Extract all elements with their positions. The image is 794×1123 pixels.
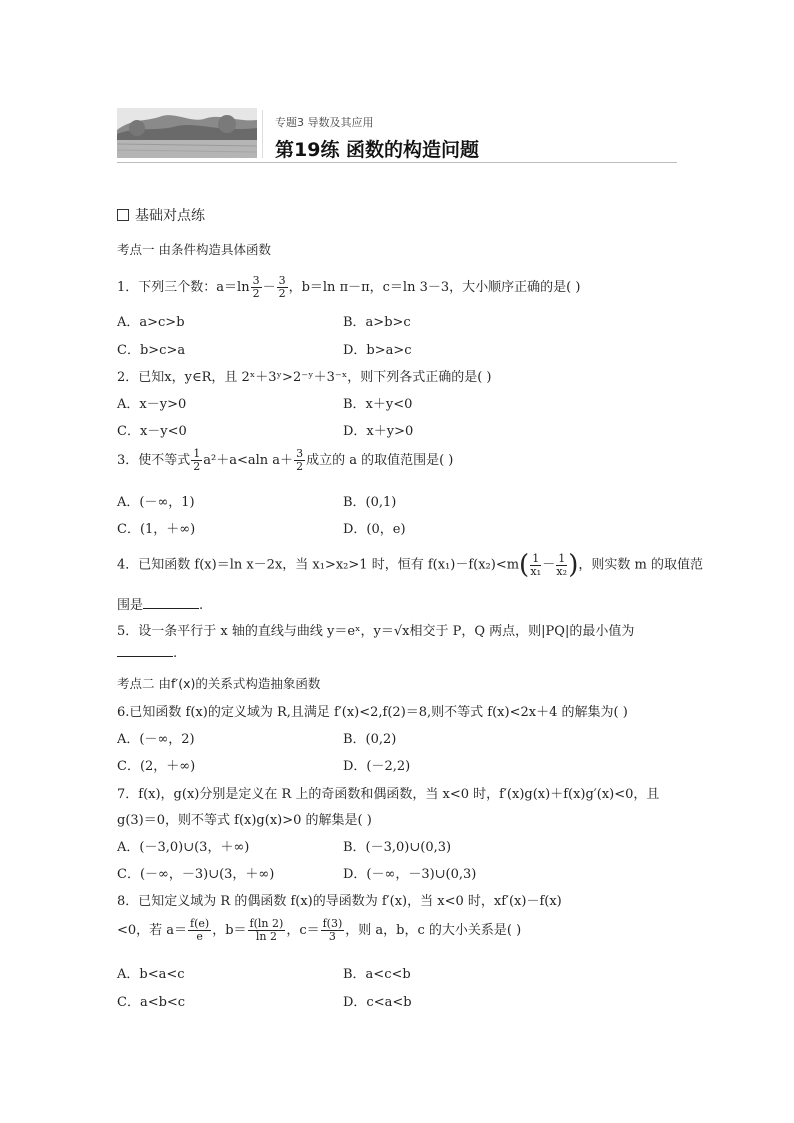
question-1: 1．下列三个数：a＝ln $\frac{3}{2}$ － $\frac{3}{2}$ ，b＝ln π－π，c＝ln 3－3，大小顺序正确的是( ): [117, 274, 581, 300]
q8-option-c: C．a<b<c: [117, 995, 186, 1010]
page-title: 第19练 函数的构造问题: [275, 139, 480, 161]
q1-option-c: C．b>c>a: [117, 343, 186, 358]
q8-option-a: A．b<a<c: [117, 967, 185, 982]
q2-option-d: D．x＋y>0: [343, 424, 414, 439]
question-5-blank: .: [117, 646, 177, 661]
q3-option-d: D．(0，e): [343, 522, 406, 537]
kaodian-2-heading: 考点二 由f′(x)的关系式构造抽象函数: [117, 676, 321, 691]
header-divider: [117, 162, 677, 163]
question-6: 6.已知函数 f(x)的定义域为 R,且满足 f′(x)<2,f(2)＝8,则不等式 f(x)<2x＋4 的解集为( ): [117, 705, 628, 720]
q8-option-b: B．a<c<b: [343, 967, 411, 982]
question-4-line-2: 围是 .: [117, 598, 204, 613]
question-8-line-2: <0，若 a＝ $\frac{f(e)}{e}$ ，b＝ $\frac{f(\ln 2)}{\ln 2}$ ，c＝ $\frac{f(3)}{3}$ ，则 a，b，c 的大小关系是( ): [117, 917, 522, 943]
question-5: 5．设一条平行于 x 轴的直线与曲线 y＝eˣ，y＝√x相交于 P，Q 两点，则|PQ|的最小值为: [117, 624, 635, 639]
q2-option-a: A．x－y>0: [117, 397, 187, 412]
q7-option-b: B．(－3,0)∪(0,3): [343, 840, 452, 855]
q7-option-a: A．(－3,0)∪(3，＋∞): [117, 840, 250, 855]
q7-option-c: C．(－∞，－3)∪(3，＋∞): [117, 867, 275, 882]
q2-option-b: B．x＋y<0: [343, 397, 413, 412]
q6-option-c: C．(2，＋∞): [117, 759, 196, 774]
q6-option-a: A．(－∞，2): [117, 732, 195, 747]
question-3: 3．使不等式 $\frac{1}{2}$ a²＋a<aln a＋ $\frac{3}{2}$ 成立的 a 的取值范围是( ): [117, 447, 454, 473]
section-label: 基础对点练: [135, 208, 205, 224]
question-8: 8．已知定义域为 R 的偶函数 f(x)的导函数为 f′(x)，当 x<0 时，xf′(x)－f(x): [117, 894, 562, 909]
q3-option-c: C．(1，＋∞): [117, 522, 196, 537]
q6-option-d: D．(－2,2): [343, 759, 411, 774]
q3-option-b: B．(0,1): [343, 495, 397, 510]
question-7-line-2: g(3)＝0，则不等式 f(x)g(x)>0 的解集是( ): [117, 813, 372, 828]
q1-option-a: A．a>c>b: [117, 315, 185, 330]
kaodian-1-heading: 考点一 由条件构造具体函数: [117, 242, 271, 257]
q1-option-b: B．a>b>c: [343, 315, 411, 330]
q6-option-b: B．(0,2): [343, 732, 397, 747]
question-4: 4．已知函数 f(x)＝ln x－2x，当 x₁>x₂>1 时，恒有 f(x₁)－f(x₂)<m( $\frac{1}{\text{x₁}}$ － $\frac{1}{\text{x₂}}$ )，则实数 m 的取值范: [117, 550, 703, 580]
q7-option-d: D．(－∞，－3)∪(0,3): [343, 867, 477, 882]
question-7: 7．f(x)，g(x)分别是定义在 R 上的奇函数和偶函数，当 x<0 时，f′(x)g(x)＋f(x)g′(x)<0，且: [117, 787, 660, 802]
question-2: 2．已知x，y∈R，且 2ˣ＋3ʸ>2⁻ʸ＋3⁻ˣ，则下列各式正确的是( ): [117, 370, 492, 385]
topic-label: 专题3 导数及其应用: [275, 116, 374, 129]
q8-option-d: D．c<a<b: [343, 995, 412, 1010]
checkbox-square-icon: [117, 209, 129, 221]
header-landscape-image: [117, 108, 257, 158]
section-heading: [117, 205, 205, 225]
q2-option-c: C．x－y<0: [117, 424, 187, 439]
q1-option-d: D．b>a>c: [343, 343, 412, 358]
q3-option-a: A．(－∞，1): [117, 495, 195, 510]
header-separator: [262, 110, 263, 158]
